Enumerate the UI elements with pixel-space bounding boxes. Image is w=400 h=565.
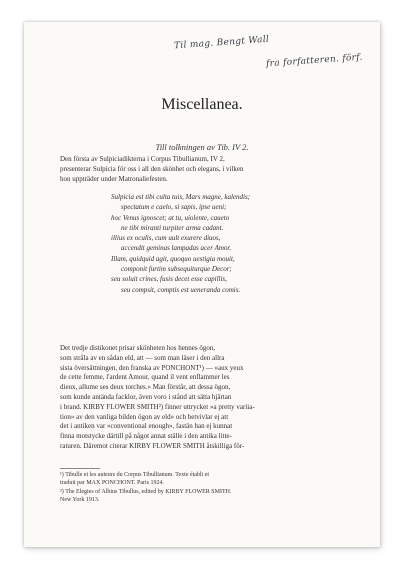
page-title: Miscellanea. [161, 96, 243, 113]
poem-line: spectatum e caelo, si sapis, ipse ueni; [121, 203, 227, 212]
text-line: som kunde antända facklor, även voro i stånd att sätta hjärtan [60, 392, 232, 401]
poem-line: accendit geminas lampadas acer Amor. [121, 244, 232, 253]
poem-line: seu soluit crines, fusis decet esse capillis, [111, 275, 227, 284]
text-line: presenterar Sulpicia för oss i all den skönhet och elegans, i vilken [60, 164, 244, 173]
text-line: som stråla av en sådan eld, att — som man läser i den allra [60, 353, 225, 362]
footnote-line: ²) The Elegies of Albius Tibullus, edited by KIRBY FLOWER SMITH. [60, 488, 232, 495]
handwritten-dedication-line-2: fra forfatteren. förf. [265, 52, 364, 70]
text-line: raturen. Däremot citerar KIRBY FLOWER SMITH åtskilliga för- [60, 441, 245, 450]
text-line: hon uppträder under Matronaliefesten. [60, 174, 168, 183]
poem-line: Illam, quidquid agit, quoquo uestigia mouit, [111, 254, 235, 263]
poem-line: hoc Venus ignoscet; at tu, uiolente, caueto [111, 213, 230, 222]
text-line: Den första av Sulpiciadikterna i Corpus Tibullianum, IV 2, [60, 155, 225, 163]
text-line: de cette femme, l'ardent Amour, quand il vent enflammer les [60, 373, 230, 382]
text-line: i brand. KIRBY FLOWER SMITH²) finner uttrycket »a pretty variia- [60, 402, 255, 411]
commentary-paragraph [60, 344, 346, 452]
handwritten-dedication-line-1: Til mag. Bengt Wall [173, 34, 270, 52]
text-line: Det tredje distikonet prisar skönheten hos hennes ögon, [60, 344, 216, 352]
text-line: sista översättningen, den franska av PONCHONT¹) — »aux yeux [60, 363, 244, 372]
intro-paragraph [60, 155, 346, 184]
poem-line: seu compsit, comptis est ueneranda comis. [121, 285, 241, 294]
poem-line: illius ex oculis, cum uult exurere diuos, [111, 234, 221, 243]
poem-line: Sulpicia est tibi culta tuis, Mars magne, kalendis; [111, 193, 251, 201]
poem-line: ne tibi miranti turpiter arma cadant. [121, 223, 224, 232]
footnote-line: traduit par MAX PONCHONT. Paris 1924. [60, 480, 165, 487]
text-line: finna motstycke därtill på något annat ställe i den antika litte- [60, 432, 232, 441]
footnote-divider [60, 468, 100, 469]
text-line: dieux, allume ses deux torches.» Man förstår, att dessa ögon, [60, 383, 231, 392]
poem-line: componit furtim subsequiturque Decor; [121, 265, 232, 274]
text-line: det i antiken var »conventional enough», fastän han ej kunnat [60, 422, 233, 431]
section-heading: Till tolkningen av Tib. IV 2. [155, 142, 249, 152]
document-page [24, 22, 380, 547]
text-line: tion» av den vanliga bilden ögon av eld» och betvivlar ej att [60, 412, 229, 421]
footnote-line: ¹) Tibulle et les auteurs du Corpus Tibullianum. Texte établi et [60, 472, 210, 478]
latin-poem [111, 192, 250, 295]
footnote-line: New York 1913. [60, 497, 100, 504]
footnotes [60, 471, 346, 505]
